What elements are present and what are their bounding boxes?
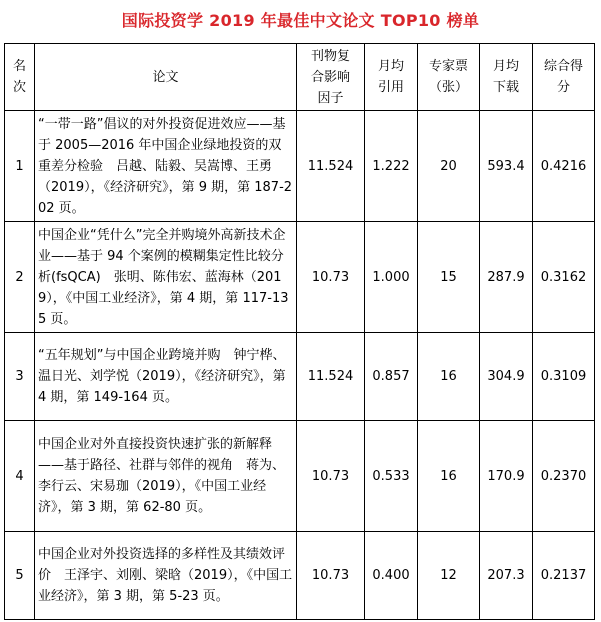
row-composite-score: 0.2370 [533,421,595,532]
header-rank: 名 次 [5,44,35,111]
row-expert-votes: 12 [418,532,480,620]
table-row [5,111,595,222]
row-expert-votes: 15 [418,222,480,333]
row-monthly-citation: 1.000 [365,222,418,333]
table-row [5,222,595,333]
header-impact-factor: 刊物复 合影响 因子 [297,44,365,111]
row-expert-votes: 16 [418,333,480,421]
row-rank: 3 [5,333,35,421]
row-rank: 4 [5,421,35,532]
row-impact-factor: 10.73 [297,532,365,620]
header-monthly-citation: 月均 引用 [365,44,418,111]
page-title: 国际投资学 2019 年最佳中文论文 TOP10 榜单 [121,11,480,30]
row-monthly-download: 170.9 [480,421,533,532]
table-row [5,421,595,532]
row-monthly-citation: 1.222 [365,111,418,222]
row-monthly-citation: 0.400 [365,532,418,620]
table-header-row [5,44,595,111]
row-monthly-citation: 0.857 [365,333,418,421]
row-impact-factor: 11.524 [297,333,365,421]
header-paper: 论文 [35,44,297,111]
row-composite-score: 0.2137 [533,532,595,620]
row-expert-votes: 20 [418,111,480,222]
table-row [5,333,595,421]
header-expert-votes: 专家票 （张） [418,44,480,111]
row-rank: 5 [5,532,35,620]
row-impact-factor: 10.73 [297,222,365,333]
row-paper: 中国企业对外投资选择的多样性及其绩效评价 王泽宇、刘刚、梁晗（2019），《中国工业经济》，第 3 期，第 5-23 页。 [35,532,297,620]
row-composite-score: 0.3109 [533,333,595,421]
table-row [5,532,595,620]
row-monthly-citation: 0.533 [365,421,418,532]
row-paper: “五年规划”与中国企业跨境并购 钟宁桦、温日光、刘学悦（2019），《经济研究》，第 4 期，第 149-164 页。 [35,333,297,421]
row-monthly-download: 593.4 [480,111,533,222]
ranking-table [4,43,595,620]
row-composite-score: 0.4216 [533,111,595,222]
header-monthly-download: 月均 下载 [480,44,533,111]
row-impact-factor: 10.73 [297,421,365,532]
row-expert-votes: 16 [418,421,480,532]
row-monthly-download: 287.9 [480,222,533,333]
header-composite-score: 综合得 分 [533,44,595,111]
row-paper: “一带一路”倡议的对外投资促进效应——基于 2005—2016 年中国企业绿地投资的双重差分检验 吕越、陆毅、吴嵩博、王勇（2019），《经济研究》，第 9 期，第 187-202 页。 [35,111,297,222]
row-composite-score: 0.3162 [533,222,595,333]
row-impact-factor: 11.524 [297,111,365,222]
row-paper: 中国企业“凭什么”完全并购境外高新技术企业——基于 94 个案例的模糊集定性比较分析(fsQCA) 张明、陈伟宏、蓝海林（2019），《中国工业经济》，第 4 期，第 117-135 页。 [35,222,297,333]
row-paper: 中国企业对外直接投资快速扩张的新解释——基于路径、社群与邻伴的视角 蒋为、李行云、宋易珈（2019），《中国工业经济》，第 3 期，第 62-80 页。 [35,421,297,532]
row-rank: 2 [5,222,35,333]
row-monthly-download: 304.9 [480,333,533,421]
row-monthly-download: 207.3 [480,532,533,620]
row-rank: 1 [5,111,35,222]
